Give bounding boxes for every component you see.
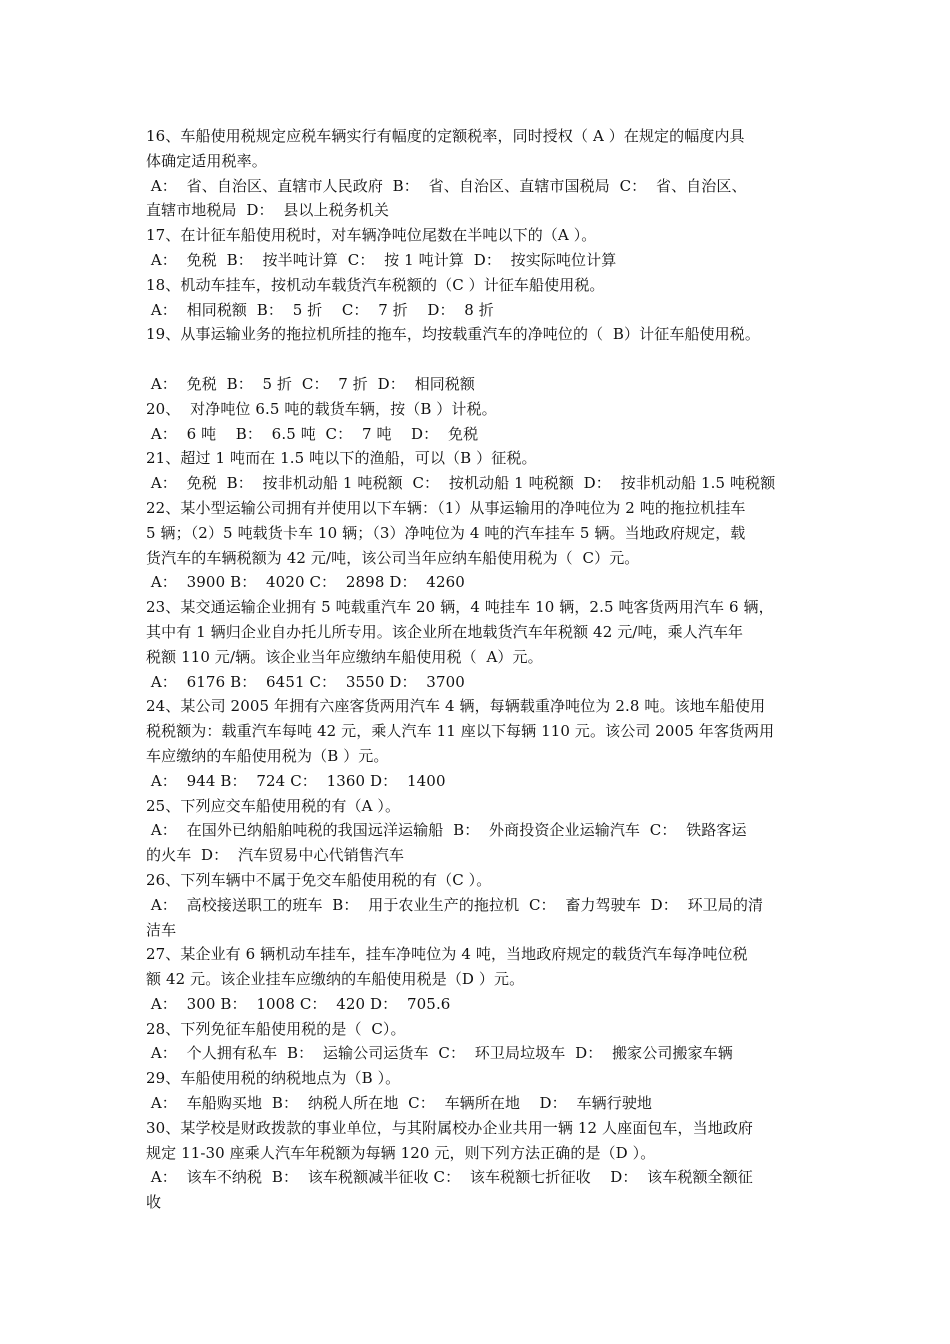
- text-line: 24、某公司 2005 年拥有六座客货两用汽车 4 辆，每辆载重净吨位为 2.8 吨。该地车船使用: [146, 697, 766, 716]
- text-line: 车应缴纳的车船使用税为（B ）元。: [146, 746, 389, 765]
- text-line: A： 高校接送职工的班车 B： 用于农业生产的拖拉机 C： 畜力驾驶车 D： 环卫局的清: [146, 895, 764, 914]
- text-line: 22、某小型运输公司拥有并使用以下车辆：（1）从事运输用的净吨位为 2 吨的拖拉机挂车: [146, 498, 746, 517]
- text-line: 额 42 元。该企业挂车应缴纳的车船使用税是（D ）元。: [146, 970, 525, 989]
- text-line: 23、某交通运输企业拥有 5 吨载重汽车 20 辆，4 吨挂车 10 辆，2.5 吨客货两用汽车 6 辆，: [146, 598, 774, 617]
- text-line: A： 6 吨 B： 6.5 吨 C： 7 吨 D： 免税: [146, 424, 479, 443]
- text-line: 19、从事运输业务的拖拉机所挂的拖车，均按载重汽车的净吨位的（ B）计征车船使用税。: [146, 325, 760, 344]
- text-line: 税额 110 元/辆。该企业当年应缴纳车船使用税（ A）元。: [146, 647, 543, 666]
- text-line: A： 该车不纳税 B： 该车税额减半征收 C： 该车税额七折征收 D： 该车税额全额征: [146, 1168, 753, 1187]
- text-line: A： 3900 B： 4020 C： 2898 D： 4260: [146, 573, 465, 592]
- text-line: 29、车船使用税的纳税地点为（B ）。: [146, 1069, 401, 1088]
- text-line: A： 在国外已纳船舶吨税的我国远洋运输船 B： 外商投资企业运输汽车 C： 铁路客运: [146, 821, 747, 840]
- text-line: 17、在计征车船使用税时，对车辆净吨位尾数在半吨以下的（A ）。: [146, 226, 597, 245]
- text-line: A： 6176 B： 6451 C： 3550 D： 3700: [146, 672, 465, 691]
- text-line: A： 车船购买地 B： 纳税人所在地 C： 车辆所在地 D： 车辆行驶地: [146, 1094, 653, 1113]
- text-line: 28、下列免征车船使用税的是（ C）。: [146, 1019, 406, 1038]
- text-line: 25、下列应交车船使用税的有（A ）。: [146, 796, 401, 815]
- text-line: 5 辆；（2）5 吨载货卡车 10 辆；（3）净吨位为 4 吨的汽车挂车 5 辆。当地政府规定，载: [146, 523, 746, 542]
- text-line: 20、 对净吨位 6.5 吨的载货车辆，按（B ）计税。: [146, 399, 497, 418]
- text-line: A： 个人拥有私车 B： 运输公司运货车 C： 环卫局垃圾车 D： 搬家公司搬家车辆: [146, 1044, 733, 1063]
- text-line: A： 免税 B： 5 折 C： 7 折 D： 相同税额: [146, 374, 476, 393]
- text-line: 其中有 1 辆归企业自办托儿所专用。该企业所在地载货汽车年税额 42 元/吨，乘人汽车年: [146, 622, 744, 641]
- document-body: [146, 124, 826, 1215]
- text-line: 税税额为：载重汽车每吨 42 元，乘人汽车 11 座以下每辆 110 元。该公司 2005 年客货两用: [146, 722, 775, 741]
- text-line: 收: [146, 1193, 162, 1212]
- text-line: A： 省、自治区、直辖市人民政府 B： 省、自治区、直辖市国税局 C： 省、自治区、: [146, 176, 747, 195]
- text-line: 18、机动车挂车，按机动车载货汽车税额的（C ）计征车船使用税。: [146, 275, 605, 294]
- text-line: 26、下列车辆中不属于免交车船使用税的有（C ）。: [146, 870, 492, 889]
- text-line: 16、车船使用税规定应税车辆实行有幅度的定额税率，同时授权（ A ）在规定的幅度内具: [146, 127, 745, 145]
- text-line: 30、某学校是财政拨款的事业单位，与其附属校办企业共用一辆 12 人座面包车，当地政府: [146, 1118, 754, 1137]
- text-line: 直辖市地税局 D： 县以上税务机关: [146, 201, 389, 220]
- text-line: A： 免税 B： 按非机动船 1 吨税额 C： 按机动船 1 吨税额 D： 按非机动船 1.5 吨税额: [146, 474, 776, 493]
- text-line: 21、超过 1 吨而在 1.5 吨以下的渔船，可以（B ）征税。: [146, 449, 537, 468]
- text-line: A： 300 B： 1008 C： 420 D： 705.6: [146, 994, 451, 1013]
- text-line: 27、某企业有 6 辆机动车挂车，挂车净吨位为 4 吨，当地政府规定的载货汽车每净吨位税: [146, 945, 748, 964]
- text-line: A： 944 B： 724 C： 1360 D： 1400: [146, 771, 446, 790]
- blank-line: [146, 347, 826, 372]
- text-line: A： 免税 B： 按半吨计算 C： 按 1 吨计算 D： 按实际吨位计算: [146, 250, 617, 269]
- text-line: 洁车: [146, 920, 177, 939]
- text-line: 规定 11-30 座乘人汽车年税额为每辆 120 元，则下列方法正确的是（D ）。: [146, 1143, 656, 1162]
- text-line: 的火车 D： 汽车贸易中心代销售汽车: [146, 846, 405, 865]
- text-line: A： 相同税额 B： 5 折 C： 7 折 D： 8 折: [146, 300, 494, 319]
- text-line: 货汽车的车辆税额为 42 元/吨，该公司当年应纳车船使用税为（ C）元。: [146, 548, 640, 567]
- text-line: 体确定适用税率。: [146, 151, 267, 170]
